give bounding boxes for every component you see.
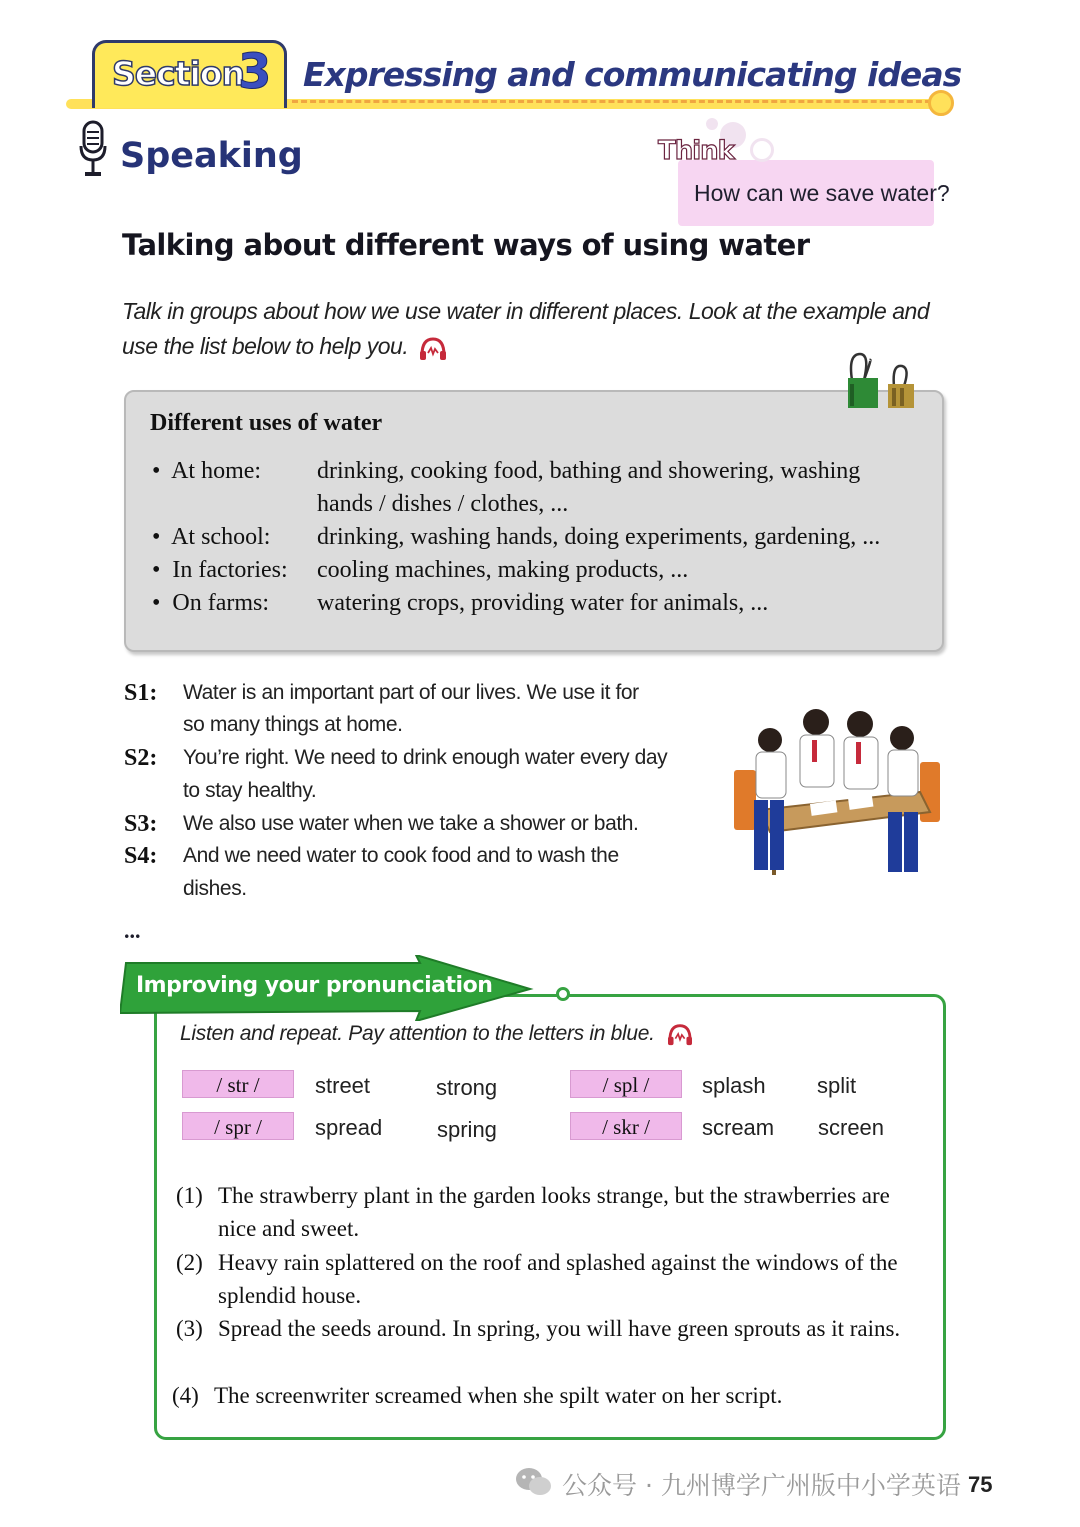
lesson-instruction-text: Talk in groups about how we use water in different places. Look at the example and use the list below to help you. <box>122 298 930 359</box>
pronunciation-connector-dot <box>556 987 570 1001</box>
use-place: • At school: <box>152 524 271 550</box>
section-word: Section <box>112 54 244 93</box>
page-number: 75 <box>968 1472 993 1497</box>
sentence-text: The strawberry plant in the garden looks strange, but the strawberries are nice and sweet. <box>218 1183 890 1241</box>
practice-sentence <box>176 1312 916 1345</box>
use-detail: drinking, cooking food, bathing and showering, washing <box>317 458 861 484</box>
headphones-audio-icon[interactable] <box>418 335 448 361</box>
binder-clips-icon <box>842 350 922 410</box>
pron-word: scream <box>702 1115 775 1140</box>
use-place: • In factories: <box>152 557 288 583</box>
header-dashed-line <box>292 100 940 103</box>
dialogue-ellipsis: ... <box>124 918 141 943</box>
students-illustration <box>730 700 945 880</box>
use-detail: cooling machines, making products, ... <box>317 557 689 583</box>
sentence-text: Heavy rain splattered on the roof and splashed against the windows of the splendid house. <box>218 1250 898 1308</box>
pron-word: screen <box>818 1115 885 1140</box>
lesson-instruction <box>122 294 942 364</box>
dialogue-line: dishes. <box>183 877 247 900</box>
phonetic-spr: / spr / <box>182 1112 294 1140</box>
microphone-icon <box>78 120 108 180</box>
think-bubble-small <box>706 118 718 130</box>
pron-word: strong <box>436 1075 498 1100</box>
use-place: • On farms: <box>152 590 270 616</box>
practice-sentence <box>176 1246 916 1312</box>
sentence-text: The screenwriter screamed when she spilt water on her script. <box>214 1383 783 1408</box>
uses-title: Different uses of water <box>150 410 383 436</box>
sentence-number: (1) <box>176 1183 203 1208</box>
pron-word: spring <box>437 1117 497 1142</box>
speaker-s3: S3: <box>124 811 158 837</box>
dialogue-line: to stay healthy. <box>183 779 317 802</box>
pron-word: street <box>315 1073 371 1098</box>
phonetic-spl: / spl / <box>570 1070 682 1098</box>
sentence-number: (2) <box>176 1250 203 1275</box>
phonetic-str: / str / <box>182 1070 294 1098</box>
headphones-audio-icon[interactable] <box>665 1022 695 1046</box>
use-detail: watering crops, providing water for animals, ... <box>317 590 769 616</box>
use-detail: drinking, washing hands, doing experiments, gardening, ... <box>317 524 881 550</box>
section-title: Expressing and communicating ideas <box>303 55 962 94</box>
pron-word: spread <box>315 1115 383 1140</box>
think-bubble-ring <box>750 138 774 162</box>
speaker-s4: S4: <box>124 843 158 869</box>
dialogue-line: Water is an important part of our lives. We use it for <box>183 681 639 704</box>
pron-word: split <box>817 1073 857 1098</box>
practice-sentence <box>172 1379 912 1412</box>
use-place: • At home: <box>152 458 262 484</box>
dialogue-line: We also use water when we take a shower or bath. <box>183 812 639 835</box>
pron-word: splash <box>702 1073 766 1098</box>
dialogue-line: And we need water to cook food and to wash the <box>183 844 619 867</box>
think-label: Think <box>658 136 734 166</box>
watermark: 公众号 · 九州博学广州版中小学英语 <box>562 1471 961 1500</box>
use-detail: hands / dishes / clothes, ... <box>317 491 569 517</box>
dialogue-line: so many things at home. <box>183 713 403 736</box>
think-question: How can we save water? <box>694 180 950 206</box>
section-number: 3 <box>238 44 272 100</box>
speaking-heading: Speaking <box>120 136 303 176</box>
dialogue-line: You’re right. We need to drink enough water every day <box>183 746 668 769</box>
speaker-s2: S2: <box>124 745 158 771</box>
pronunciation-label: Improving your pronunciation <box>136 973 493 998</box>
sentence-number: (3) <box>176 1316 203 1341</box>
sentence-number: (4) <box>172 1383 199 1408</box>
lesson-heading: Talking about different ways of using water <box>122 228 810 262</box>
pronunciation-instruction: Listen and repeat. Pay attention to the letters in blue. <box>180 1022 695 1046</box>
practice-sentence <box>176 1179 916 1245</box>
wechat-icon <box>514 1466 554 1498</box>
sentence-text: Spread the seeds around. In spring, you will have green sprouts as it rains. <box>218 1316 901 1341</box>
phonetic-skr: / skr / <box>570 1112 682 1140</box>
speaker-s1: S1: <box>124 680 158 706</box>
